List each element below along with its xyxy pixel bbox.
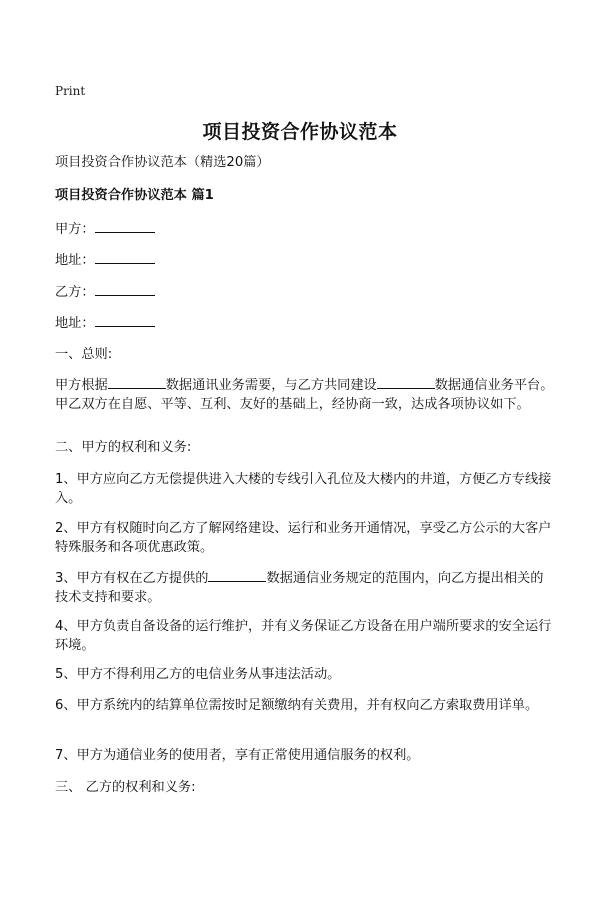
clause-4: 4、甲方负责自备设备的运行维护，并有义务保证乙方设备在用户端所要求的安全运行环境。 — [55, 619, 552, 653]
fill-in-blank — [95, 313, 155, 327]
fill-in-blank — [108, 375, 166, 389]
party-a-heading: 二、甲方的权利和义务: — [55, 440, 192, 455]
fill-in-blank — [95, 250, 155, 264]
field-label: 地址： — [55, 316, 95, 331]
party-a-address-field — [55, 250, 555, 270]
section-heading: 项目投资合作协议范本 篇1 — [55, 188, 214, 203]
party-b-address-field — [55, 313, 555, 333]
party-a-field — [55, 219, 555, 239]
clause-6: 6、甲方系统内的结算单位需按时足额缴纳有关费用，并有权向乙方索取费用详单。 — [55, 698, 539, 713]
fill-in-blank — [208, 568, 266, 582]
general-text-2: 数据通讯业务需要，与乙方共同建设 — [165, 378, 377, 393]
clause-1: 1、甲方应向乙方无偿提供进入大楼的专线引入孔位及大楼内的井道，方便乙方专线接入。 — [55, 472, 552, 506]
general-text-3: 数据通信业务平台。甲乙双方在自愿、平等、互利、友好的基础上，经协商一致，达成各项协议如下。 — [55, 378, 554, 412]
print-label: Print — [55, 84, 86, 98]
document-title: 项目投资合作协议范本 — [202, 121, 398, 143]
clause-3-text-2: 数据通信业务规定的范围内，向乙方提出相关的技术支持和要求。 — [55, 571, 544, 605]
fill-in-blank — [377, 375, 435, 389]
field-label: 地址： — [55, 253, 95, 268]
clause-3 — [55, 568, 555, 607]
general-heading: 一、总则: — [55, 347, 113, 362]
field-label: 乙方： — [55, 285, 95, 300]
clause-2: 2、甲方有权随时向乙方了解网络建设、运行和业务开通情况，享受乙方公示的大客户特殊服务和各项优惠政策。 — [55, 521, 552, 555]
clause-7: 7、甲方为通信业务的使用者，享有正常使用通信服务的权利。 — [55, 748, 420, 763]
field-label: 甲方： — [55, 222, 95, 237]
general-text-1: 甲方根据 — [55, 378, 108, 393]
clause-5: 5、甲方不得利用乙方的电信业务从事违法活动。 — [55, 667, 341, 682]
party-b-field — [55, 282, 555, 302]
fill-in-blank — [95, 219, 155, 233]
party-b-heading: 三、 乙方的权利和义务: — [55, 780, 196, 795]
fill-in-blank — [95, 282, 155, 296]
document-subtitle: 项目投资合作协议范本（精选20篇） — [55, 155, 270, 170]
clause-3-text-1: 3、甲方有权在乙方提供的 — [55, 571, 209, 586]
general-paragraph — [55, 375, 555, 414]
